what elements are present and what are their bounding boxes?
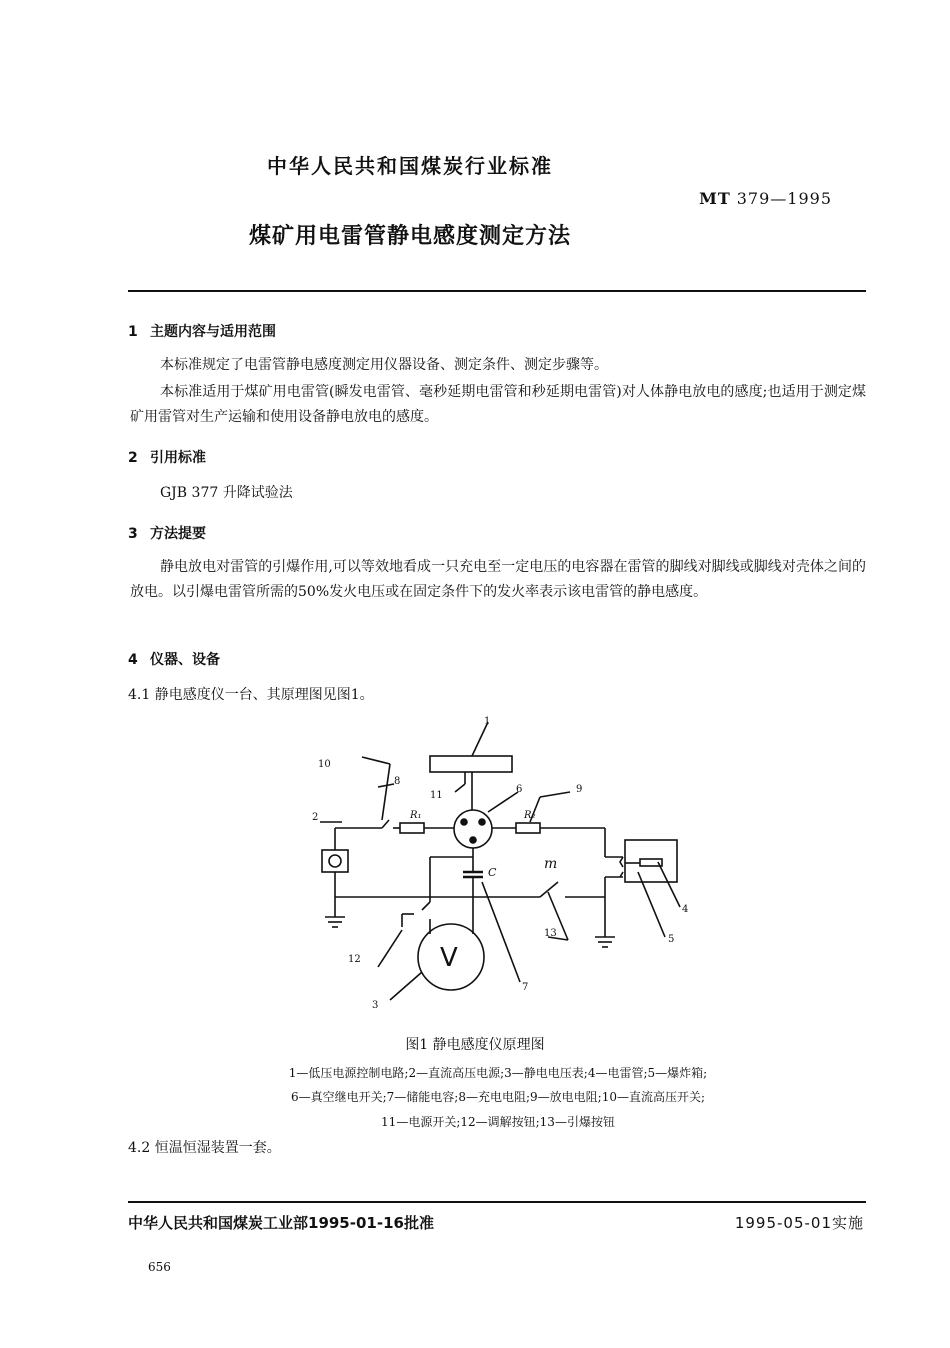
figure-legend-line-1: 1—低压电源控制电路;2—直流高压电源;3—静电电压表;4—电雷管;5—爆炸箱; [288, 1066, 708, 1080]
section-1-paragraph-2: 本标准适用于煤矿用电雷管(瞬发电雷管、毫秒延期电雷管和秒延期电雷管)对人体静电放电的感度;也适用于测定煤矿用雷管对生产运输和使用设备静电放电的感度。 [130, 384, 866, 425]
standard-code-number: 379—1995 [736, 189, 832, 208]
label-3: 3 [372, 1000, 379, 1011]
label-m: m [544, 856, 558, 872]
figure-caption: 图1 静电感度仪原理图 [405, 1037, 545, 1053]
label-v: V [440, 943, 458, 973]
section-1-heading: 1 主题内容与适用范围 [128, 324, 276, 340]
label-7: 7 [522, 982, 529, 993]
label-6: 6 [516, 784, 523, 795]
circuit-diagram [290, 712, 720, 1012]
figure-legend-line-3: 11—电源开关;12—调解按钮;13—引爆按钮 [381, 1115, 615, 1129]
approval-statement: 中华人民共和国煤炭工业部1995-01-16批准 [128, 1214, 434, 1232]
clause-4-2: 4.2 恒温恒湿装置一套。 [128, 1140, 281, 1156]
label-r1: R₁ [410, 810, 422, 821]
label-11: 11 [430, 790, 443, 801]
effective-date: 1995-05-01实施 [734, 1214, 864, 1232]
control-circuit-box [430, 756, 512, 772]
section-3-heading: 3 方法提要 [128, 526, 206, 542]
label-8: 8 [394, 776, 401, 787]
standard-organization: 中华人民共和国煤炭行业标准 [267, 154, 553, 178]
label-13: 13 [544, 928, 557, 939]
label-2: 2 [312, 812, 319, 823]
page-number: 656 [148, 1260, 171, 1274]
discharge-resistor [516, 823, 540, 833]
label-c: C [488, 866, 497, 879]
label-1: 1 [484, 716, 491, 727]
section-2-heading: 2 引用标准 [128, 450, 206, 466]
standard-code-prefix: MT [699, 189, 731, 208]
label-5: 5 [668, 934, 675, 945]
label-12: 12 [348, 954, 361, 965]
label-4: 4 [682, 904, 689, 915]
charging-resistor [400, 823, 424, 833]
section-1-paragraph-1: 本标准规定了电雷管静电感度测定用仪器设备、测定条件、测定步骤等。 [160, 357, 608, 373]
figure-legend-line-2: 6—真空继电开关;7—储能电容;8—充电电阻;9—放电电阻;10—直流高压开关; [290, 1090, 706, 1104]
label-9: 9 [576, 784, 583, 795]
footer-rule [128, 1201, 866, 1203]
document-title: 煤矿用电雷管静电感度测定方法 [248, 224, 571, 249]
label-10: 10 [318, 759, 331, 770]
standard-code [699, 189, 832, 208]
label-r2: R₂ [524, 810, 536, 821]
hv-power-supply-box [322, 850, 348, 872]
clause-4-1: 4.1 静电感度仪一台、其原理图见图1。 [128, 687, 374, 703]
section-3-paragraph: 静电放电对雷管的引爆作用,可以等效地看成一只充电至一定电压的电容器在雷管的脚线对脚线或脚线对壳体之间的放电。以引爆电雷管所需的50%发火电压或在固定条件下的发火率表示该电雷管的静电感度。 [130, 559, 866, 600]
header-rule [128, 290, 866, 292]
section-4-heading: 4 仪器、设备 [128, 652, 220, 668]
section-2-reference: GJB 377 升降试验法 [160, 485, 293, 501]
explosion-box [625, 840, 677, 882]
